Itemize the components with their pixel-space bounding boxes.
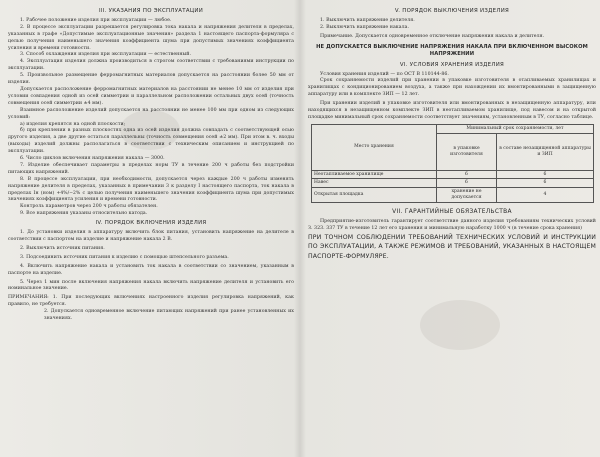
- table-header-col2: в составе незащищенной аппаратуры и ЗИП: [497, 133, 594, 170]
- paragraph: 2. Выключить напряжение накала.: [320, 24, 410, 30]
- paragraph: 5. Через 1 мин после включения напряжения накала включить напряжение делителя и установить его номинальное значение.: [8, 279, 294, 292]
- table-cell: 6: [437, 170, 497, 179]
- notes-label: ПРИМЕЧАНИЯ:: [8, 295, 49, 301]
- paragraph: 4. Эксплуатация изделия должна производиться в строгом соответствии с требованиями инструкции по эксплуатации.: [8, 59, 294, 72]
- table-cell: 4: [497, 188, 594, 203]
- table-row: [312, 188, 594, 203]
- paragraph: Срок сохраняемости изделий при хранении в упаковке изготовителя в отапливаемых хранилищах и хранилищах с кондиционированием воздуха, а также при нахождении их вмонтированными в защищенную аппаратуру или в комплекте ЗИП — 12 лет.: [308, 78, 596, 98]
- tolerance-plus: +4%: [56, 190, 68, 196]
- right-page: [308, 6, 596, 453]
- table-row: [312, 179, 594, 188]
- paragraph: 2. В процессе эксплуатации разрешается регулировка тока накала и напряжения делителя в пределах, указанных в графе «Допустимые эксплуатационные значения» раздела 1 настоящего паспорта-формуляра с целью получения наименьшего значения коэффициента шума при допустимых значениях коэффициента усиления и времени готовности.: [8, 24, 294, 51]
- paragraph: 8. В процессе эксплуатации, при необходимости, допускается через каждые 200 ч работы изменять напряжение делителя в пределах, указанных в примечании 3 к разделу I настоящего паспорта, ток накала в пределах Iн (ном) +4%/−2% с целью получения наименьшего значения коэффициента шума при допустимых значениях коэффициента усиления и времени готовности.: [8, 176, 294, 203]
- paragraph: При хранении изделий в упаковке изготовителя или вмонтированных в незащищенную аппаратуру, или находящихся в незащищенном комплекте ЗИП в неотапливаемом хранилище, под навесом и на открытой площадке минимальный срок сохраняемости соответствует значениям, установленным в ТУ, согласно таблице.: [308, 101, 596, 120]
- paragraph: 3. Подсоединить источник питания к изделию с помощью штепсельного разъема.: [20, 254, 229, 260]
- table-header-place: Место хранения: [312, 124, 437, 170]
- paragraph: 3. Способ охлаждения изделия при эксплуатации — естественный.: [20, 52, 191, 58]
- paragraph: Предприятие-изготовитель гарантирует соответствие данного изделия требованиям технических условий З. 323. 337 ТУ в течение 12 лет его хранения и минимальную наработку 1000 ч (в течение срока хранения): [308, 218, 596, 231]
- list-item: б) при креплении в разных плоскостях одна из осей изделия должна совпадать с соответствующей осью другого изделия, а две другие остаться параллельны (точность совмещения осей ±2 мм). При этом в. ч. входы (выходы) изделий должны располагаться в соответствии с техническим описанием и инструкцией по эксплуатации.: [8, 128, 294, 155]
- table-cell: 6: [497, 170, 594, 179]
- paragraph-text: с целью получения наименьшего значения коэффициента шума при допустимых значениях коэффициента усиления и времени готовности.: [8, 190, 294, 203]
- table-cell: Открытая площадка: [312, 188, 437, 203]
- table-header-group: Минимальный срок сохраняемости, лет: [437, 124, 594, 133]
- paragraph: Примечание. Допускается одновременное отключение напряжения накала и делителя.: [320, 33, 545, 39]
- list-item: а) изделия крепятся на одной плоскости;: [20, 121, 126, 127]
- tolerance-minus: −2%: [69, 190, 81, 196]
- table-cell: 6: [497, 179, 594, 188]
- paragraph-text: 8. В процессе эксплуатации, при необходимости, допускается через каждые 200 ч работы изменять напряжение делителя в пределах, указанных в примечании 3 к разделу I настоящего паспорта, ток накала в пределах Iн (ном): [8, 176, 294, 196]
- storage-table: [311, 124, 594, 203]
- section-6-title: VI. УСЛОВИЯ ХРАНЕНИЯ ИЗДЕЛИЯ: [399, 61, 505, 68]
- notes: [8, 295, 294, 309]
- note-2: 2. Допускается одновременное включение питающих напряжений при ранее установленных их значениях.: [44, 309, 294, 322]
- paragraph-emphasis: ПРИ ТОЧНОМ СОБЛЮДЕНИИ ТРЕБОВАНИЙ ТЕХНИЧЕСКИХ УСЛОВИЙ И ИНСТРУКЦИИ ПО ЭКСПЛУАТАЦИИ, А ТАКЖЕ РЕЖИМОВ И ТРЕБОВАНИЙ, УКАЗАННЫХ В НАСТОЯЩЕМ ПАСПОРТЕ-ФОРМУЛЯРЕ.: [308, 233, 596, 261]
- paragraph: 5. Произвольное размещение ферромагнитных материалов допускается на расстоянии более 50 мм от изделия.: [8, 73, 294, 86]
- paragraph: 1. Рабочее положение изделия при эксплуатации — любое.: [20, 17, 172, 23]
- paragraph: 7. Изделие обеспечивает параметры в пределах норм ТУ в течение 200 ч работы без подстройки питающих напряжений.: [8, 162, 294, 175]
- paragraph: Допускается расположение ферромагнитных материалов на расстоянии не менее 10 мм от изделия при условии совпадения одной из осей симметрии и параллельном расположении остальных двух осей (точность совмещения осей симметрии ±4 мм).: [8, 86, 294, 106]
- table-cell: Навес: [312, 179, 437, 188]
- table-header-col1: в упаковке изготовителя: [437, 133, 497, 170]
- paragraph: 2. Выключить источник питания.: [20, 245, 105, 251]
- note-1: 1. При последующих включениях настроенного изделия регулировка напряжений, как правило, не требуется.: [8, 295, 294, 308]
- paragraph: 6. Число циклов включения напряжения накала — 3000.: [20, 156, 165, 162]
- left-page: [8, 6, 294, 453]
- paragraph: 1. Выключить напряжение делителя.: [320, 17, 415, 23]
- table-row: [312, 170, 594, 179]
- section-4-title: IV. ПОРЯДОК ВКЛЮЧЕНИЯ ИЗДЕЛИЯ: [95, 220, 207, 227]
- table-cell: Неотапливаемое хранилище: [312, 170, 437, 179]
- paragraph: Контроль параметров через 200 ч работы обязателен.: [20, 204, 158, 210]
- section-3-title: III. УКАЗАНИЯ ПО ЭКСПЛУАТАЦИИ: [98, 8, 204, 14]
- section-5-title: V. ПОРЯДОК ВЫКЛЮЧЕНИЯ ИЗДЕЛИЯ: [394, 8, 510, 14]
- section-7-title: VII. ГАРАНТИЙНЫЕ ОБЯЗАТЕЛЬСТВА: [392, 208, 512, 215]
- paragraph: 9. Все напряжения указаны относительно катода.: [20, 211, 148, 217]
- table-cell: хранение не допускается: [437, 188, 497, 203]
- paragraph: Условия хранения изделий — по ОСТ В 110144-86.: [320, 71, 449, 77]
- paragraph: Взаимное расположение изделий допускается на расстоянии не менее 100 мм при одном из следующих условий:: [8, 107, 294, 120]
- paragraph: 1. До установки изделия в аппаратуру включить блок питания, установить напряжение на делителе в соответствии с паспортом на изделие и напряжение накала 2 В.: [8, 230, 294, 242]
- warning-text: НЕ ДОПУСКАЕТСЯ ВЫКЛЮЧЕНИЕ НАПРЯЖЕНИЯ НАКАЛА ПРИ ВКЛЮЧЕННОМ ВЫСОКОМ НАПРЯЖЕНИИ: [316, 43, 588, 57]
- paragraph: 4. Включить напряжение накала и установить ток накала в соответствии со значением, указанным в паспорте на изделие.: [8, 263, 294, 276]
- table-cell: 6: [437, 179, 497, 188]
